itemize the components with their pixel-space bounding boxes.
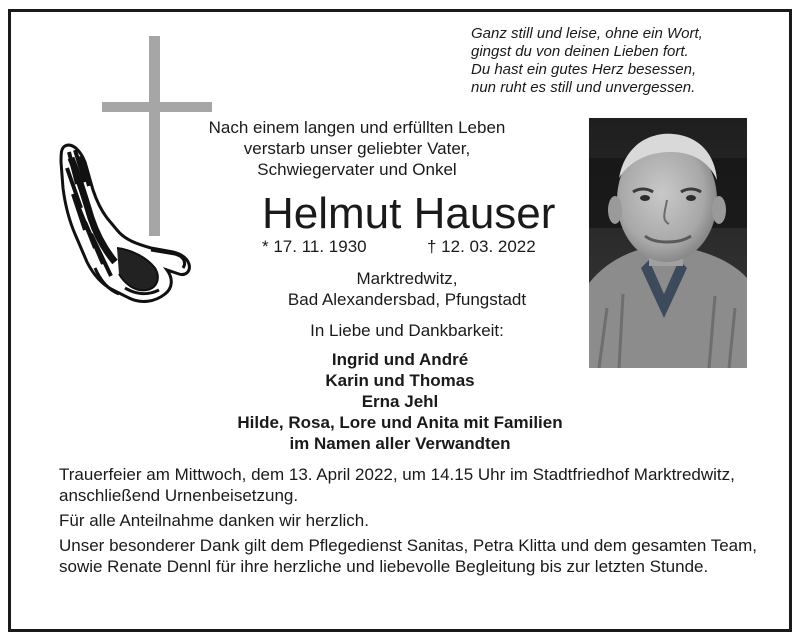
intro-line: Schwiegervater und Onkel [257,160,457,179]
service-text [59,464,779,581]
deceased-name: Helmut Hauser [262,189,556,238]
mourner-line: Hilde, Rosa, Lore und Anita mit Familien [237,413,563,432]
place-line: Marktredwitz, [356,269,458,288]
poem-line: nun ruht es still und unvergessen. [471,79,696,96]
mourner-line: Karin und Thomas [325,371,475,390]
intro-line: Nach einem langen und erfüllten Leben [208,118,506,137]
place-line: Bad Alexandersbad, Pfungstadt [287,290,527,309]
mourner-line: Ingrid und André [331,350,469,369]
places [200,268,614,310]
death-date: † 12. 03. 2022 [427,237,536,256]
funeral-info: Trauerfeier am Mittwoch, dem 13. April 2022, um 14.15 Uhr im Stadtfriedhof Marktredwitz, anschließend Urnenbeisetzung. [59,465,735,505]
intro-text [200,117,514,180]
mourner-line: Erna Jehl [361,392,439,411]
poem-line: gingst du von deinen Lieben fort. [471,43,689,60]
mourners-list [100,349,700,454]
birth-date: * 17. 11. 1930 [262,237,367,256]
special-thanks: Unser besonderer Dank gilt dem Pflegedienst Sanitas, Petra Klitta und dem gesamten Team, sowie Renate Dennl für ihre herzliche und liebevolle Begleitung bis zur letzten Stunde. [59,536,758,576]
life-dates [262,236,562,257]
praying-hands-icon [55,138,195,308]
poem-line: Ganz still und leise, ohne ein Wort, [471,25,703,42]
poem [471,25,771,97]
thanks-all: Für alle Anteilnahme danken wir herzlich. [59,511,369,530]
poem-line: Du hast ein gutes Herz besessen, [471,61,697,78]
thanks-line: In Liebe und Dankbarkeit: [310,321,504,340]
mourner-line: im Namen aller Verwandten [289,434,511,453]
intro-line: verstarb unser geliebter Vater, [243,139,471,158]
